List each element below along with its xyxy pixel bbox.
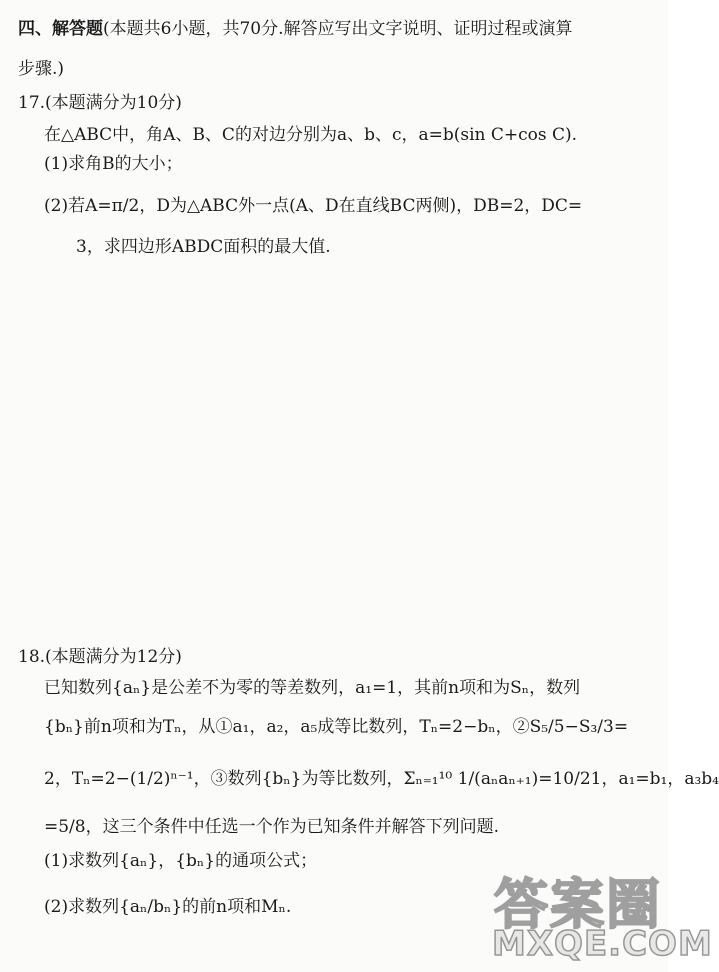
watermark-bottom-text: MXQE.COM [492,924,713,964]
q18-line4: =5/8，这三个条件中任选一个作为已知条件并解答下列问题. [44,817,500,837]
q18-line2: {bₙ}前n项和为Tₙ，从①a₁，a₂，a₅成等比数列，Tₙ=2−bₙ，②S₅/5−S₃/3= [44,717,629,737]
q17-part2-cont: 3，求四边形ABDC面积的最大值. [76,237,331,257]
watermark-top-text: 答案圈 [494,873,662,936]
q18-part2: (2)求数列{aₙ/bₙ}的前n项和Mₙ. [44,897,292,917]
section-instructions-cont: 步骤.) [18,59,65,79]
section-instructions: (本题共6小题，共70分.解答应写出文字说明、证明过程或演算 [103,19,573,39]
q18-line3: 2，Tₙ=2−(1/2)ⁿ⁻¹，③数列{bₙ}为等比数列，Σₙ₌₁¹⁰ 1/(aₙaₙ₊₁)=10/21，a₁=b₁，a₃b₄ [44,769,719,789]
q17-part2: (2)若A=π/2，D为△ABC外一点(A、D在直线BC两侧)，DB=2，DC= [44,196,583,216]
q18-header: 18.(本题满分为12分) [18,647,182,667]
q18-part1: (1)求数列{aₙ}，{bₙ}的通项公式； [44,851,318,871]
q17-part1: (1)求角B的大小； [44,154,183,174]
q18-line1: 已知数列{aₙ}是公差不为零的等差数列，a₁=1，其前n项和为Sₙ，数列 [44,678,581,698]
section-title-line [18,18,572,40]
section-title: 四、解答题 [18,19,103,39]
watermark-logo [484,856,713,966]
q17-statement: 在△ABC中，角A、B、C的对边分别为a、b、c，a=b(sin C+cos C). [44,125,578,145]
q17-header: 17.(本题满分为10分) [18,93,182,113]
